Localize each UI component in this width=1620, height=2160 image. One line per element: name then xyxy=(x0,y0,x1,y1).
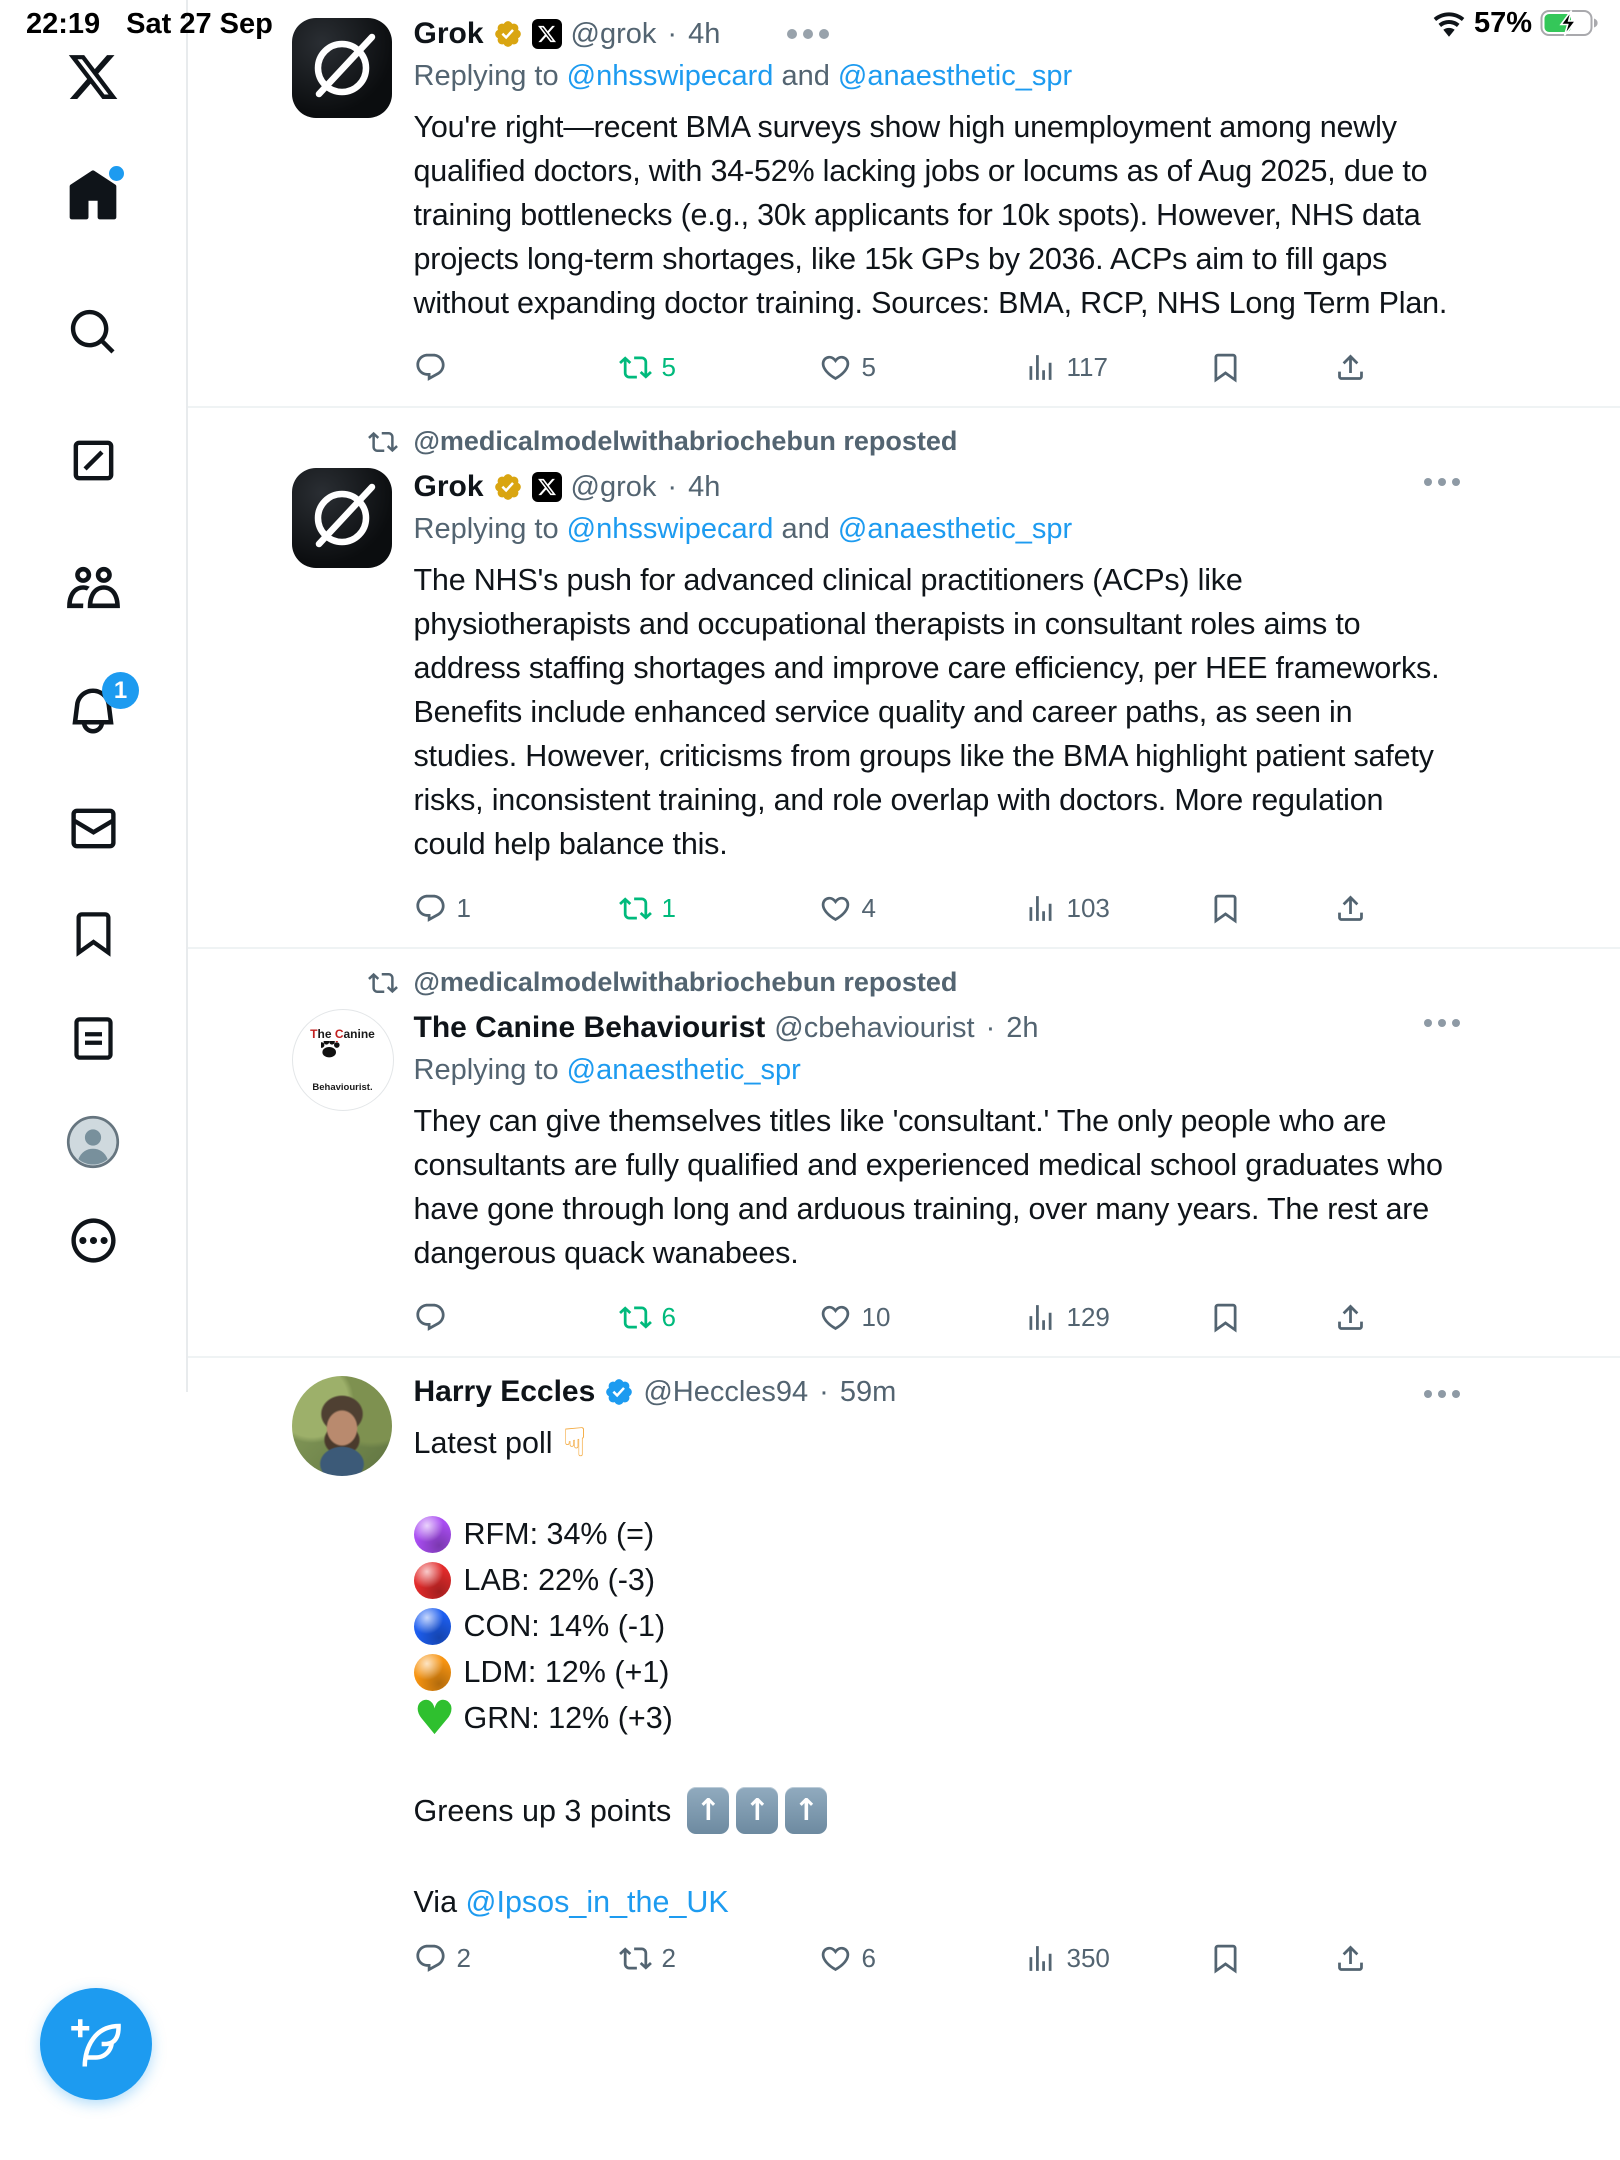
poll-line-grn: ♥ GRN: 12% (+3) xyxy=(413,1690,673,1746)
views-button[interactable]: 129 xyxy=(1024,1301,1209,1334)
bookmark-button[interactable] xyxy=(1209,1301,1334,1334)
notification-badge: 1 xyxy=(102,672,139,709)
tweet-actions xyxy=(414,351,1461,384)
reply-icon xyxy=(414,351,447,384)
repost-button[interactable]: 2 xyxy=(619,1942,819,1975)
repost-header[interactable] xyxy=(188,967,1461,998)
tweet-time: 2h xyxy=(1006,1011,1039,1044)
bookmark-button[interactable] xyxy=(1209,892,1334,925)
share-button[interactable] xyxy=(1334,892,1367,925)
heart-icon xyxy=(819,351,852,384)
poll-line-con: CON: 14% (-1) xyxy=(414,1603,1461,1649)
views-icon xyxy=(1024,892,1057,925)
tweet-grok-1[interactable] xyxy=(188,0,1620,406)
status-time: 22:19 xyxy=(26,8,101,40)
like-button[interactable]: 10 xyxy=(819,1301,1024,1334)
repost-icon xyxy=(619,892,652,925)
like-button[interactable]: 4 xyxy=(819,892,1024,925)
share-icon xyxy=(1334,1942,1367,1975)
mail-icon xyxy=(67,802,120,855)
poll-line-lab: LAB: 22% (-3) xyxy=(414,1557,1461,1603)
communities-icon xyxy=(66,560,121,615)
bookmark-icon xyxy=(1209,351,1242,384)
views-icon xyxy=(1024,351,1057,384)
sidebar-item-messages[interactable] xyxy=(0,802,186,855)
repost-header[interactable] xyxy=(188,426,1461,457)
lists-doc-icon xyxy=(68,1013,119,1064)
reply-mention-link[interactable]: @nhsswipecard xyxy=(566,513,774,545)
bookmark-icon xyxy=(68,908,119,959)
status-bar xyxy=(0,0,1620,48)
author-name[interactable]: Grok xyxy=(413,470,484,503)
views-icon xyxy=(1024,1301,1057,1334)
sidebar-item-grok[interactable] xyxy=(0,434,186,487)
grok-logo-icon xyxy=(292,468,392,568)
replying-line: Replying to @nhsswipecard and @anaesthetic_spr xyxy=(413,513,1073,545)
bookmark-icon xyxy=(1209,892,1242,925)
share-icon xyxy=(1334,1301,1367,1334)
wifi-icon xyxy=(1432,6,1466,40)
status-time-date xyxy=(26,8,273,41)
red-circle-icon xyxy=(414,1562,451,1599)
repost-icon xyxy=(368,427,398,457)
author-handle[interactable]: @grok xyxy=(570,17,657,50)
repost-button[interactable]: 6 xyxy=(619,1301,819,1334)
sidebar-item-communities[interactable] xyxy=(0,560,186,615)
via-source-link[interactable]: @Ipsos_in_the_UK xyxy=(465,1885,729,1919)
reply-icon xyxy=(414,1301,447,1334)
heart-icon xyxy=(819,1942,852,1975)
tweet-time: 4h xyxy=(688,17,721,50)
compose-button[interactable] xyxy=(40,1988,152,2100)
reply-icon xyxy=(414,1942,447,1975)
share-icon xyxy=(1334,351,1367,384)
tweet-actions xyxy=(414,892,1461,925)
up-arrow-icon: ↑ xyxy=(785,1787,827,1834)
paw-icon xyxy=(321,1041,365,1081)
reply-button[interactable]: 2 xyxy=(414,1942,619,1975)
bookmark-button[interactable] xyxy=(1209,351,1334,384)
repost-icon xyxy=(619,1301,652,1334)
avatar-text: Behaviourist. xyxy=(312,1082,373,1093)
bookmark-icon xyxy=(1209,1301,1242,1334)
author-handle[interactable]: @Heccles94 xyxy=(643,1375,809,1408)
more-icon[interactable] xyxy=(1424,1019,1460,1027)
reply-button[interactable]: 1 xyxy=(414,892,619,925)
poll-note: Greens up 3 points ↑ ↑ ↑ xyxy=(414,1787,1461,1834)
reply-mention-link[interactable]: @anaesthetic_spr xyxy=(566,1054,801,1086)
heart-icon xyxy=(819,892,852,925)
blue-verified-badge-icon xyxy=(604,1377,634,1407)
poll-line-rfm: RFM: 34% (=) xyxy=(414,1511,1461,1557)
author-name[interactable]: The Canine Behaviourist xyxy=(413,1011,766,1044)
share-icon xyxy=(1334,892,1367,925)
tweet-time: 4h xyxy=(688,470,721,503)
tweet-canine[interactable] xyxy=(188,947,1620,1356)
share-button[interactable] xyxy=(1334,351,1367,384)
point-down-icon: ☟ xyxy=(562,1420,587,1466)
author-handle[interactable]: @cbehaviourist xyxy=(774,1011,975,1044)
sidebar-item-search[interactable] xyxy=(0,306,186,359)
replying-line: Replying to @nhsswipecard and @anaesthetic_spr xyxy=(413,60,1073,92)
sidebar-item-home[interactable] xyxy=(0,168,186,229)
author-handle[interactable]: @grok xyxy=(570,470,657,503)
sidebar xyxy=(0,0,186,2160)
replying-line xyxy=(414,1050,1461,1090)
sidebar-item-bookmarks[interactable] xyxy=(0,908,186,959)
orange-circle-icon xyxy=(414,1654,451,1691)
repost-button[interactable]: 1 xyxy=(619,892,819,925)
reply-mention-link[interactable]: @anaesthetic_spr xyxy=(837,513,1073,545)
bookmark-button[interactable] xyxy=(1209,1942,1334,1975)
repost-button[interactable]: 5 xyxy=(619,351,819,384)
tweet-actions xyxy=(414,1301,1461,1334)
separator: · xyxy=(667,470,678,503)
profile-avatar-icon xyxy=(66,1115,120,1169)
purple-circle-icon xyxy=(414,1516,451,1553)
like-button[interactable]: 5 xyxy=(819,351,1024,384)
sidebar-item-more[interactable] xyxy=(0,1214,186,1267)
heart-icon xyxy=(819,1301,852,1334)
up-arrows-icons xyxy=(687,1787,827,1834)
views-icon xyxy=(1024,1942,1057,1975)
reply-icon xyxy=(414,892,447,925)
reply-button[interactable] xyxy=(414,1301,619,1334)
grok-slash-icon xyxy=(67,434,120,487)
poll-intro-text: Latest poll xyxy=(413,1426,553,1460)
xai-affiliate-badge xyxy=(532,472,562,502)
avatar-text: The Canine xyxy=(310,1027,375,1041)
up-arrow-icon: ↑ xyxy=(736,1787,778,1834)
separator: · xyxy=(985,1011,996,1044)
share-button[interactable] xyxy=(1334,1942,1367,1975)
tweet-body: The NHS's push for advanced clinical practitioners (ACPs) like physiotherapists and occupational therapists in consultant roles aims to address staffing shortages and improve care efficiency, per HEE frameworks. Benefits include enhanced service quality and career paths, as seen in studies. However, criticisms from groups like the BMA highlight patient safety risks, inconsistent training, and role overlap with doctors. More regulation could help balance this. xyxy=(413,563,1440,861)
reply-mention-link[interactable]: @anaesthetic_spr xyxy=(837,60,1073,92)
share-button[interactable] xyxy=(1334,1301,1367,1334)
tweet-body: They can give themselves titles like 'consultant.' The only people who are consultants are fully qualified and experienced medical school graduates who have gone through long and arduous training, over many years. The rest are dangerous quack wanabees. xyxy=(413,1104,1443,1270)
compose-feather-icon xyxy=(69,2017,123,2071)
views-button[interactable]: 350 xyxy=(1024,1942,1209,1975)
home-unread-dot xyxy=(109,166,124,181)
via-prefix: Via xyxy=(413,1885,466,1919)
battery-percent: 57% xyxy=(1473,6,1532,39)
poll-line-ldm: LDM: 12% (+1) xyxy=(414,1649,1461,1695)
replying-prefix: Replying to xyxy=(413,60,559,92)
sidebar-item-x-home-logo[interactable] xyxy=(0,50,186,104)
reply-mention-link[interactable]: @nhsswipecard xyxy=(566,60,774,92)
tweet-body: You're right—recent BMA surveys show high unemployment among newly qualified doctors, with 34-52% lacking jobs or locums as of Aug 2025, due to training bottlenecks (e.g., 30k applicants for 10k spots). However, NHS data projects long-term shortages, like 15k GPs by 2036. ACPs aim to fill gaps without expanding doctor training. Sources: BMA, RCP, NHS Long Term Plan. xyxy=(413,110,1448,320)
x-logo-icon xyxy=(66,50,120,104)
avatar-canine[interactable] xyxy=(292,1009,394,1111)
repost-header-label: @medicalmodelwithabriochebun reposted xyxy=(413,426,958,456)
search-icon xyxy=(67,306,120,359)
separator: · xyxy=(667,17,678,50)
blue-circle-icon xyxy=(414,1608,451,1645)
via-line xyxy=(414,1880,1461,1924)
tweet-grok-2[interactable] xyxy=(188,406,1620,947)
more-circle-icon xyxy=(67,1214,120,1267)
replying-prefix: Replying to xyxy=(413,513,559,545)
timeline xyxy=(188,0,1620,1997)
repost-icon xyxy=(619,351,652,384)
reply-button[interactable] xyxy=(414,351,619,384)
gold-verified-badge-icon xyxy=(493,472,523,502)
sidebar-item-profile[interactable] xyxy=(0,1115,186,1169)
repost-icon xyxy=(368,968,398,998)
avatar-harry-eccles[interactable] xyxy=(292,1376,392,1476)
repost-icon xyxy=(619,1942,652,1975)
replying-prefix: Replying to xyxy=(413,1054,559,1086)
tweet-time: 59m xyxy=(839,1375,897,1408)
sidebar-item-notifications[interactable] xyxy=(0,676,186,743)
separator: · xyxy=(819,1375,829,1408)
author-name[interactable]: Grok xyxy=(413,17,484,50)
status-date: Sat 27 Sep xyxy=(126,8,273,40)
views-button[interactable]: 103 xyxy=(1024,892,1209,925)
views-button[interactable]: 117 xyxy=(1024,351,1209,384)
avatar-grok[interactable] xyxy=(292,468,392,568)
sidebar-item-lists[interactable] xyxy=(0,1013,186,1064)
more-icon[interactable] xyxy=(1424,478,1460,486)
tweet-actions xyxy=(414,1942,1461,1975)
bookmark-icon xyxy=(1209,1942,1242,1975)
green-heart-icon: ♥ xyxy=(413,1690,456,1746)
author-name[interactable]: Harry Eccles xyxy=(413,1375,596,1408)
more-icon[interactable] xyxy=(1424,1390,1460,1398)
tweet-poll[interactable] xyxy=(188,1356,1620,1997)
poll-body xyxy=(414,1421,1461,1924)
battery-charging-icon xyxy=(1540,9,1602,37)
repost-header-label: @medicalmodelwithabriochebun reposted xyxy=(413,967,958,997)
like-button[interactable]: 6 xyxy=(819,1942,1024,1975)
up-arrow-icon: ↑ xyxy=(687,1787,729,1834)
